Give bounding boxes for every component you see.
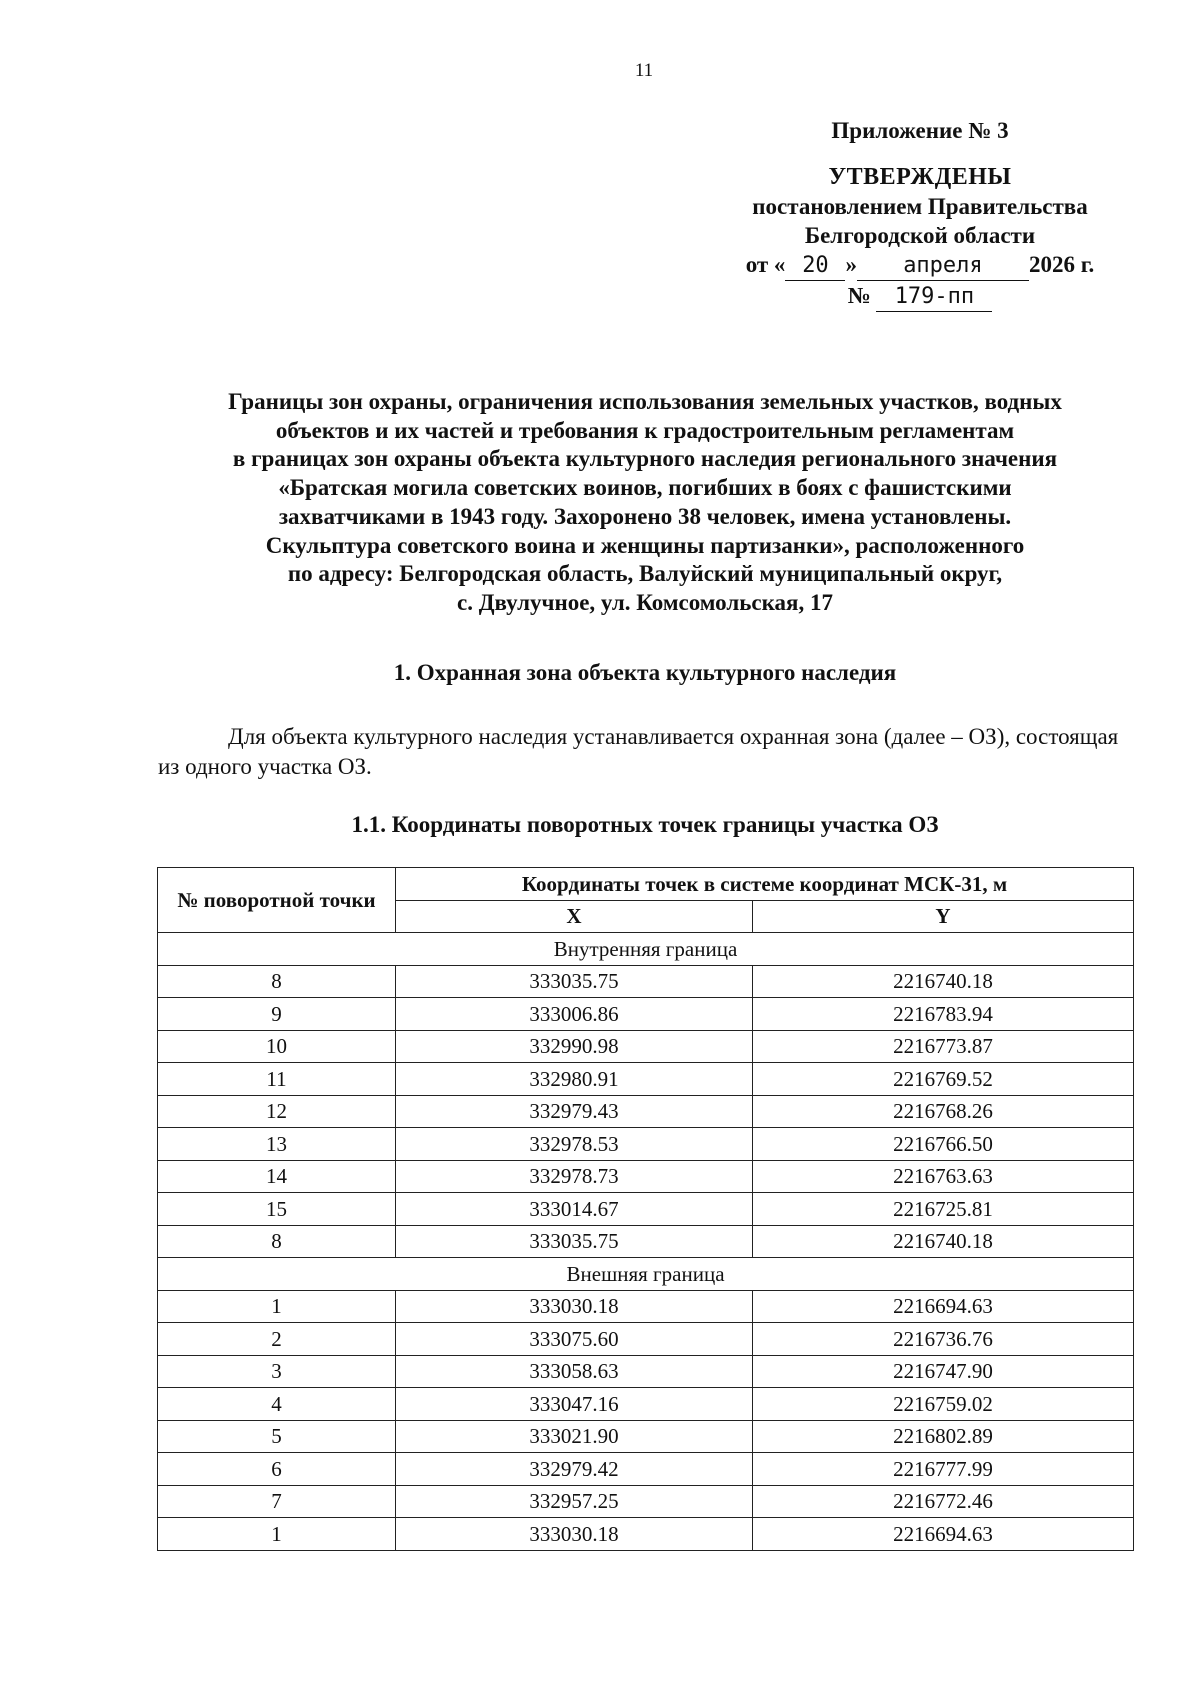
approval-line-2: Белгородской области xyxy=(804,223,1036,248)
page-number: 11 xyxy=(634,60,654,81)
point-number: 5 xyxy=(158,1420,396,1453)
point-number: 12 xyxy=(158,1095,396,1128)
x-value: 333035.75 xyxy=(396,965,753,998)
date-day: 20 xyxy=(785,251,845,281)
x-value: 332957.25 xyxy=(396,1485,753,1518)
point-number: 2 xyxy=(158,1323,396,1356)
title-line: с. Двулучное, ул. Комсомольская, 17 xyxy=(457,589,833,615)
subsection-1-1-title: 1.1. Координаты поворотных точек границы участка ОЗ xyxy=(351,812,939,837)
x-value: 333030.18 xyxy=(396,1518,753,1551)
header-y: Y xyxy=(753,900,1134,933)
table-row xyxy=(158,1063,1134,1096)
title-line: «Братская могила советских воинов, погибших в боях с фашистскими xyxy=(278,475,1012,501)
title-line: захватчиками в 1943 году. Захоронено 38 человек, имена установлены. xyxy=(278,503,1012,529)
y-value: 2216773.87 xyxy=(753,1030,1134,1063)
y-value: 2216725.81 xyxy=(753,1193,1134,1226)
x-value: 333058.63 xyxy=(396,1355,753,1388)
intro-paragraph: Для объекта культурного наследия устанавливается охранная зона (далее – ОЗ), состоящая из одного участка ОЗ. xyxy=(158,724,1119,779)
table-row xyxy=(158,1095,1134,1128)
x-value: 333014.67 xyxy=(396,1193,753,1226)
y-value: 2216769.52 xyxy=(753,1063,1134,1096)
point-number: 4 xyxy=(158,1388,396,1421)
table-row xyxy=(158,1290,1134,1323)
y-value: 2216766.50 xyxy=(753,1128,1134,1161)
title-line: по адресу: Белгородская область, Валуйский муниципальный округ, xyxy=(287,561,1003,587)
title-line: объектов и их частей и требования к градостроительным регламентам xyxy=(275,417,1015,443)
approval-number xyxy=(720,281,1120,312)
point-number: 1 xyxy=(158,1290,396,1323)
approval-date xyxy=(720,250,1120,281)
table-row xyxy=(158,1518,1134,1551)
point-number: 6 xyxy=(158,1453,396,1486)
coordinates-table xyxy=(157,867,1134,1551)
number-prefix: № xyxy=(847,283,871,308)
x-value: 332990.98 xyxy=(396,1030,753,1063)
x-value: 333021.90 xyxy=(396,1420,753,1453)
approval-block xyxy=(720,116,1120,312)
header-x: X xyxy=(396,900,753,933)
y-value: 2216783.94 xyxy=(753,998,1134,1031)
y-value: 2216777.99 xyxy=(753,1453,1134,1486)
y-value: 2216772.46 xyxy=(753,1485,1134,1518)
table-row xyxy=(158,1323,1134,1356)
x-value: 333035.75 xyxy=(396,1225,753,1258)
y-value: 2216736.76 xyxy=(753,1323,1134,1356)
document-title xyxy=(150,388,1140,618)
table-row xyxy=(158,1225,1134,1258)
y-value: 2216740.18 xyxy=(753,965,1134,998)
y-value: 2216740.18 xyxy=(753,1225,1134,1258)
x-value: 332979.42 xyxy=(396,1453,753,1486)
decree-number: 179-пп xyxy=(876,282,992,312)
point-number: 10 xyxy=(158,1030,396,1063)
title-line: в границах зон охраны объекта культурного наследия регионального значения xyxy=(232,446,1058,472)
y-value: 2216759.02 xyxy=(753,1388,1134,1421)
approved-heading: УТВЕРЖДЕНЫ xyxy=(828,164,1012,190)
point-number: 9 xyxy=(158,998,396,1031)
point-number: 7 xyxy=(158,1485,396,1518)
y-value: 2216768.26 xyxy=(753,1095,1134,1128)
appendix-label: Приложение № 3 xyxy=(831,118,1009,143)
y-value: 2216694.63 xyxy=(753,1290,1134,1323)
date-year: 2026 г. xyxy=(1028,252,1095,277)
table-row xyxy=(158,1388,1134,1421)
header-coordinates: Координаты точек в системе координат МСК-31, м xyxy=(396,868,1134,901)
date-month: апреля xyxy=(857,251,1029,281)
point-number: 3 xyxy=(158,1355,396,1388)
table-row xyxy=(158,1160,1134,1193)
title-line: Границы зон охраны, ограничения использования земельных участков, водных xyxy=(228,389,1062,414)
title-line: Скульптура советского воина и женщины партизанки», расположенного xyxy=(265,532,1025,558)
x-value: 333030.18 xyxy=(396,1290,753,1323)
point-number: 1 xyxy=(158,1518,396,1551)
point-number: 8 xyxy=(158,965,396,998)
table-row xyxy=(158,1420,1134,1453)
x-value: 333047.16 xyxy=(396,1388,753,1421)
table-row xyxy=(158,1128,1134,1161)
table-row xyxy=(158,965,1134,998)
point-number: 8 xyxy=(158,1225,396,1258)
approval-line-1: постановлением Правительства xyxy=(752,194,1088,219)
table-row xyxy=(158,1030,1134,1063)
x-value: 333006.86 xyxy=(396,998,753,1031)
header-point-number: № поворотной точки xyxy=(158,868,396,933)
inner-boundary-label: Внутренняя граница xyxy=(158,933,1134,966)
point-number: 14 xyxy=(158,1160,396,1193)
x-value: 332980.91 xyxy=(396,1063,753,1096)
point-number: 13 xyxy=(158,1128,396,1161)
point-number: 15 xyxy=(158,1193,396,1226)
date-mid: » xyxy=(845,252,857,277)
x-value: 332978.53 xyxy=(396,1128,753,1161)
y-value: 2216763.63 xyxy=(753,1160,1134,1193)
x-value: 332979.43 xyxy=(396,1095,753,1128)
table-row xyxy=(158,998,1134,1031)
table-row xyxy=(158,1485,1134,1518)
y-value: 2216694.63 xyxy=(753,1518,1134,1551)
date-prefix: от « xyxy=(745,252,786,277)
table-row xyxy=(158,1453,1134,1486)
y-value: 2216747.90 xyxy=(753,1355,1134,1388)
y-value: 2216802.89 xyxy=(753,1420,1134,1453)
x-value: 333075.60 xyxy=(396,1323,753,1356)
outer-boundary-label: Внешняя граница xyxy=(158,1258,1134,1291)
point-number: 11 xyxy=(158,1063,396,1096)
table-row xyxy=(158,1193,1134,1226)
x-value: 332978.73 xyxy=(396,1160,753,1193)
table-row xyxy=(158,1355,1134,1388)
section-1-title: 1. Охранная зона объекта культурного наследия xyxy=(393,660,897,685)
